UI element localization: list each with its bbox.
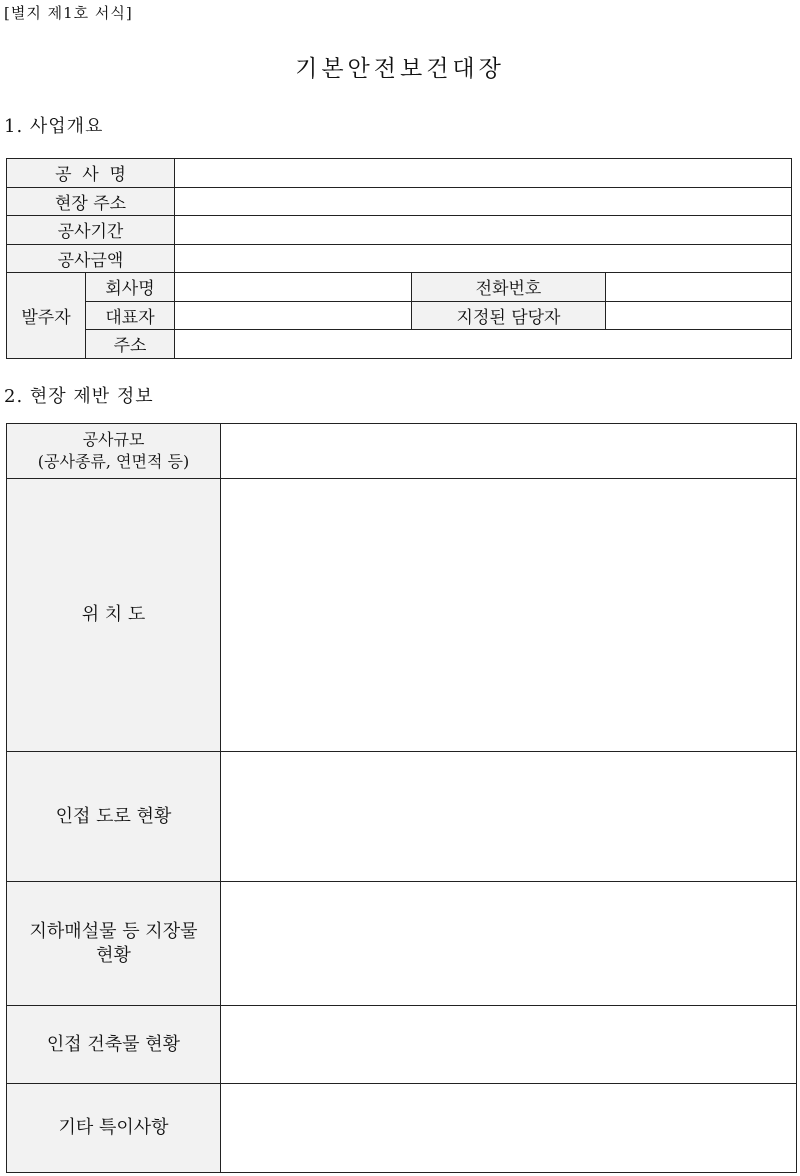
address-field[interactable] (175, 330, 792, 359)
company-name-field[interactable] (175, 273, 412, 302)
table-row (7, 330, 792, 359)
table-row (7, 424, 797, 479)
location-map-field[interactable] (221, 479, 797, 752)
table-row (7, 273, 792, 302)
other-notes-label: 기타 특이사항 (7, 1084, 221, 1173)
adjacent-buildings-field[interactable] (221, 1006, 797, 1084)
underground-facilities-field[interactable] (221, 882, 797, 1006)
site-address-label: 현장 주소 (7, 187, 175, 216)
table-row (7, 479, 797, 752)
client-label: 발주자 (7, 273, 86, 359)
page-title: 기본안전보건대장 (295, 56, 505, 82)
form-number-label: [별지 제1호 서식] (4, 4, 133, 22)
company-name-label: 회사명 (86, 273, 175, 302)
construction-scale-field[interactable] (221, 424, 797, 479)
representative-field[interactable] (175, 301, 412, 330)
construction-amount-field[interactable] (175, 244, 792, 273)
adjacent-buildings-label: 인접 건축물 현황 (7, 1006, 221, 1084)
representative-label: 대표자 (86, 301, 175, 330)
site-info-table (6, 423, 797, 1173)
project-overview-table (6, 158, 792, 359)
designated-manager-field[interactable] (606, 301, 792, 330)
construction-scale-label (7, 424, 221, 479)
location-map-label: 위 치 도 (7, 479, 221, 752)
project-name-field[interactable] (175, 159, 792, 188)
table-row (7, 301, 792, 330)
construction-scale-label-line2: (공사종류, 연면적 등) (37, 452, 190, 471)
table-row (7, 244, 792, 273)
table-row (7, 159, 792, 188)
phone-number-label: 전화번호 (412, 273, 606, 302)
underground-facilities-label-line1: 지하매설물 등 지장물 (29, 920, 198, 942)
other-notes-field[interactable] (221, 1084, 797, 1173)
construction-period-label: 공사기간 (7, 216, 175, 245)
project-name-label: 공 사 명 (7, 159, 175, 188)
underground-facilities-label-line2: 현황 (96, 944, 131, 966)
table-row (7, 882, 797, 1006)
table-row (7, 1084, 797, 1173)
section-heading-site-info: 2. 현장 제반 정보 (4, 386, 154, 407)
underground-facilities-label (7, 882, 221, 1006)
construction-amount-label: 공사금액 (7, 244, 175, 273)
phone-number-field[interactable] (606, 273, 792, 302)
table-row (7, 752, 797, 882)
designated-manager-label: 지정된 담당자 (412, 301, 606, 330)
section-heading-overview: 1. 사업개요 (4, 116, 104, 137)
site-address-field[interactable] (175, 187, 792, 216)
construction-period-field[interactable] (175, 216, 792, 245)
adjacent-roads-label: 인접 도로 현황 (7, 752, 221, 882)
adjacent-roads-field[interactable] (221, 752, 797, 882)
table-row (7, 216, 792, 245)
address-label: 주소 (86, 330, 175, 359)
table-row (7, 187, 792, 216)
construction-scale-label-line1: 공사규모 (82, 430, 145, 449)
table-row (7, 1006, 797, 1084)
